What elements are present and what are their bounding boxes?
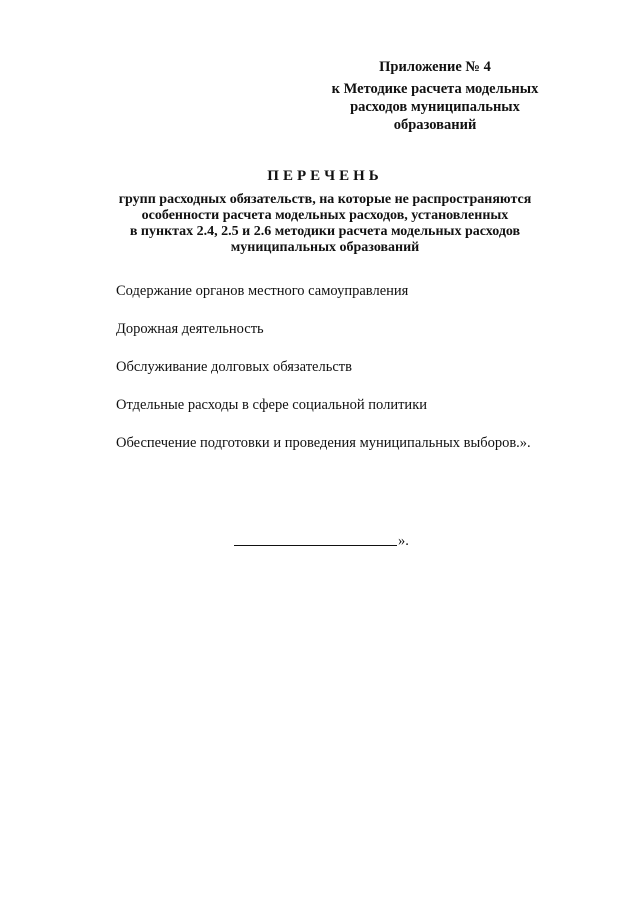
heading-subtitle-line: групп расходных обязательств, на которые не распространяются xyxy=(118,192,532,207)
signature-rule xyxy=(234,545,397,546)
list-item: Содержание органов местного самоуправления xyxy=(116,283,409,299)
heading-subtitle-line: муниципальных образований xyxy=(230,240,420,255)
expense-group-list xyxy=(116,282,586,472)
appendix-line: образований xyxy=(393,117,477,133)
appendix-title: Приложение № 4 xyxy=(379,59,491,75)
heading-subtitle-line: в пунктах 2.4, 2.5 и 2.6 методики расчета модельных расходов xyxy=(129,224,521,239)
closing-line xyxy=(234,530,409,550)
list-item: Отдельные расходы в сфере социальной политики xyxy=(116,397,427,413)
list-item: Обслуживание долговых обязательств xyxy=(116,359,352,375)
appendix-line: к Методике расчета модельных xyxy=(331,81,539,97)
heading-subtitle-line: особенности расчета модельных расходов, установленных xyxy=(141,208,509,223)
appendix-line: расходов муниципальных xyxy=(350,99,520,115)
list-item: Дорожная деятельность xyxy=(116,321,264,337)
appendix-header xyxy=(300,58,570,134)
closing-quote-mark: ». xyxy=(398,533,409,549)
list-item: Обеспечение подготовки и проведения муниципальных выборов.». xyxy=(116,435,531,451)
heading-title: ПЕРЕЧЕНЬ xyxy=(267,168,383,184)
document-heading xyxy=(90,166,560,256)
